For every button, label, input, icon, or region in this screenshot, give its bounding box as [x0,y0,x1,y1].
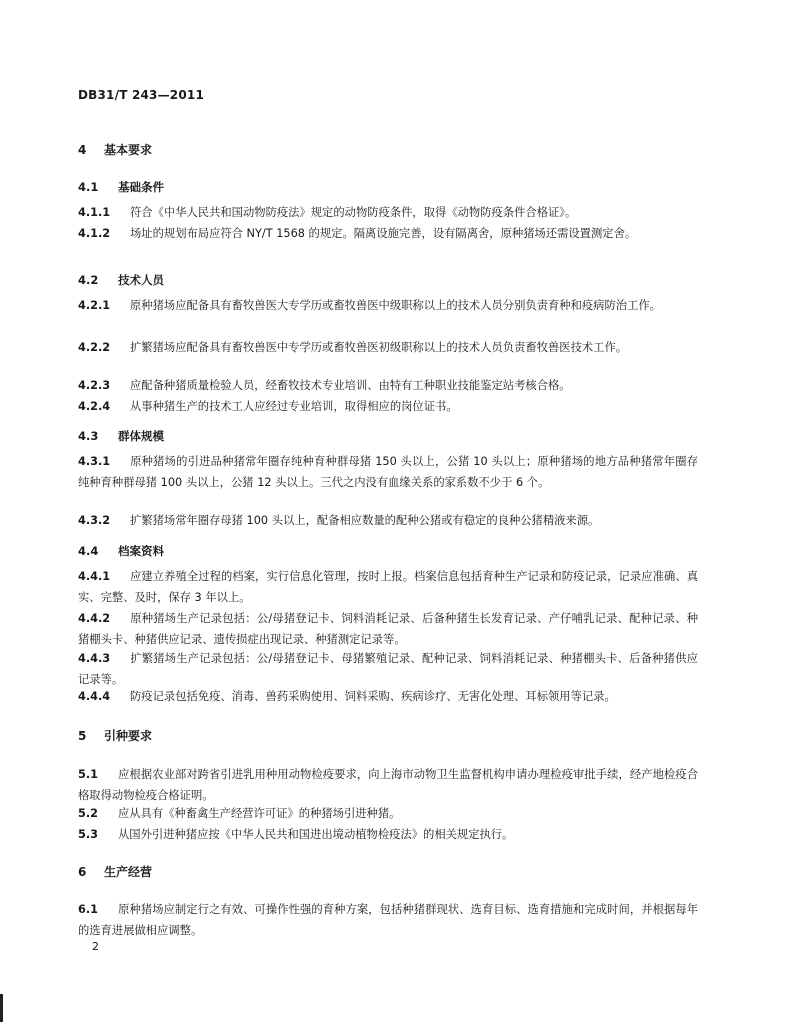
clause-number: 5.1 [78,768,99,781]
clause-text: 扩繁猪场常年圈存母猪 100 头以上，配备相应数量的配种公猪或有稳定的良种公猪精液来源。 [130,514,600,527]
subsection-title: 群体规模 [118,429,164,443]
clause-text: 应建立养殖全过程的档案，实行信息化管理，按时上报。档案信息包括育种生产记录和防疫记录，记录应准确、真实、完整、及时，保存 3 年以上。 [78,570,698,604]
subsection-heading [78,428,164,444]
clause-text: 扩繁猪场生产记录包括：公/母猪登记卡、母猪繁殖记录、配种记录、饲料消耗记录、种猪棚头卡、后备种猪供应记录等。 [78,652,698,686]
clause [78,608,698,650]
clause [78,396,698,417]
section-number: 6 [78,865,87,879]
clause [78,803,698,824]
clause-number: 4.2.2 [78,341,111,354]
clause [78,648,698,690]
clause-number: 4.4.2 [78,612,111,625]
subsection-heading [78,179,164,195]
subsection-number: 4.4 [78,544,99,558]
clause-text: 应配备种猪质量检验人员，经畜牧技术专业培训、由特有工种职业技能鉴定站考核合格。 [130,379,571,392]
clause-text: 应从具有《种畜禽生产经营许可证》的种猪场引进种猪。 [118,807,401,820]
subsection-title: 基础条件 [118,180,164,194]
clause [78,295,698,316]
section-title: 生产经营 [104,865,153,879]
clause-number: 4.1.1 [78,206,111,219]
subsection-number: 4.3 [78,429,99,443]
clause-number: 4.4.3 [78,652,111,665]
subsection-heading [78,543,164,559]
clause [78,223,698,244]
clause-text: 应根据农业部对跨省引进乳用种用动物检疫要求，向上海市动物卫生监督机构申请办理检疫审批手续，经产地检疫合格取得动物检疫合格证明。 [78,768,698,802]
clause-text: 原种猪场应制定行之有效、可操作性强的育种方案，包括种猪群现状、选育目标、选育措施和完成时间，并根据每年的选育进展做相应调整。 [78,903,698,937]
subsection-number: 4.1 [78,180,99,194]
clause-text: 扩繁猪场应配备具有畜牧兽医中专学历或畜牧兽医初级职称以上的技术人员负责畜牧兽医技术工作。 [130,341,628,354]
clause-text: 从国外引进种猪应按《中华人民共和国进出境动植物检疫法》的相关规定执行。 [118,828,514,841]
section-heading [78,727,152,744]
clause-text: 原种猪场应配备具有畜牧兽医大专学历或畜牧兽医中级职称以上的技术人员分别负责育种和疫病防治工作。 [130,299,661,312]
clause-text: 场址的规划布局应符合 NY/T 1568 的规定。隔离设施完善，设有隔离舍，原种猪场还需设置测定舍。 [130,227,637,240]
section-heading [78,141,152,158]
section-title: 基本要求 [104,143,153,157]
clause-number: 4.2.4 [78,400,111,413]
clause-number: 4.2.3 [78,379,111,392]
clause-number: 4.2.1 [78,299,111,312]
clause-text: 原种猪场生产记录包括：公/母猪登记卡、饲料消耗记录、后备种猪生长发育记录、产仔哺乳记录、配种记录、种猪棚头卡、种猪供应记录、遗传损症出现记录、种猪测定记录等。 [78,612,698,646]
subsection-number: 4.2 [78,273,99,287]
clause-text: 原种猪场的引进品种猪常年圈存纯种育种群母猪 150 头以上，公猪 10 头以上；原种猪场的地方品种猪常年圈存纯种育种群母猪 100 头以上，公猪 12 头以上。三代之内没有血缘关系的家系数不少于 6 个。 [78,455,698,489]
clause [78,824,698,845]
clause-number: 4.3.1 [78,455,111,468]
clause-number: 4.3.2 [78,514,111,527]
clause [78,899,698,941]
clause-number: 5.2 [78,807,99,820]
clause-number: 4.4.1 [78,570,111,583]
section-title: 引种要求 [104,729,153,743]
clause-number: 6.1 [78,903,99,916]
standard-code: DB31/T 243—2011 [78,88,204,102]
clause-text: 防疫记录包括免疫、消毒、兽药采购使用、饲料采购、疾病诊疗、无害化处理、耳标领用等记录。 [130,690,616,703]
clause [78,686,698,707]
clause [78,764,698,806]
clause [78,337,698,358]
clause-number: 4.1.2 [78,227,111,240]
clause-number: 4.4.4 [78,690,111,703]
clause [78,451,698,493]
page-number: 2 [92,940,99,953]
subsection-title: 档案资料 [118,544,164,558]
clause [78,375,698,396]
clause-text: 符合《中华人民共和国动物防疫法》规定的动物防疫条件，取得《动物防疫条件合格证》。 [130,206,577,219]
clause-number: 5.3 [78,828,99,841]
section-number: 4 [78,143,87,157]
subsection-heading [78,272,164,288]
section-heading [78,863,152,880]
clause [78,202,698,223]
section-number: 5 [78,729,87,743]
clause-text: 从事种猪生产的技术工人应经过专业培训，取得相应的岗位证书。 [130,400,458,413]
scan-edge-mark [0,994,3,1022]
subsection-title: 技术人员 [118,273,164,287]
clause [78,510,698,531]
clause [78,566,698,608]
